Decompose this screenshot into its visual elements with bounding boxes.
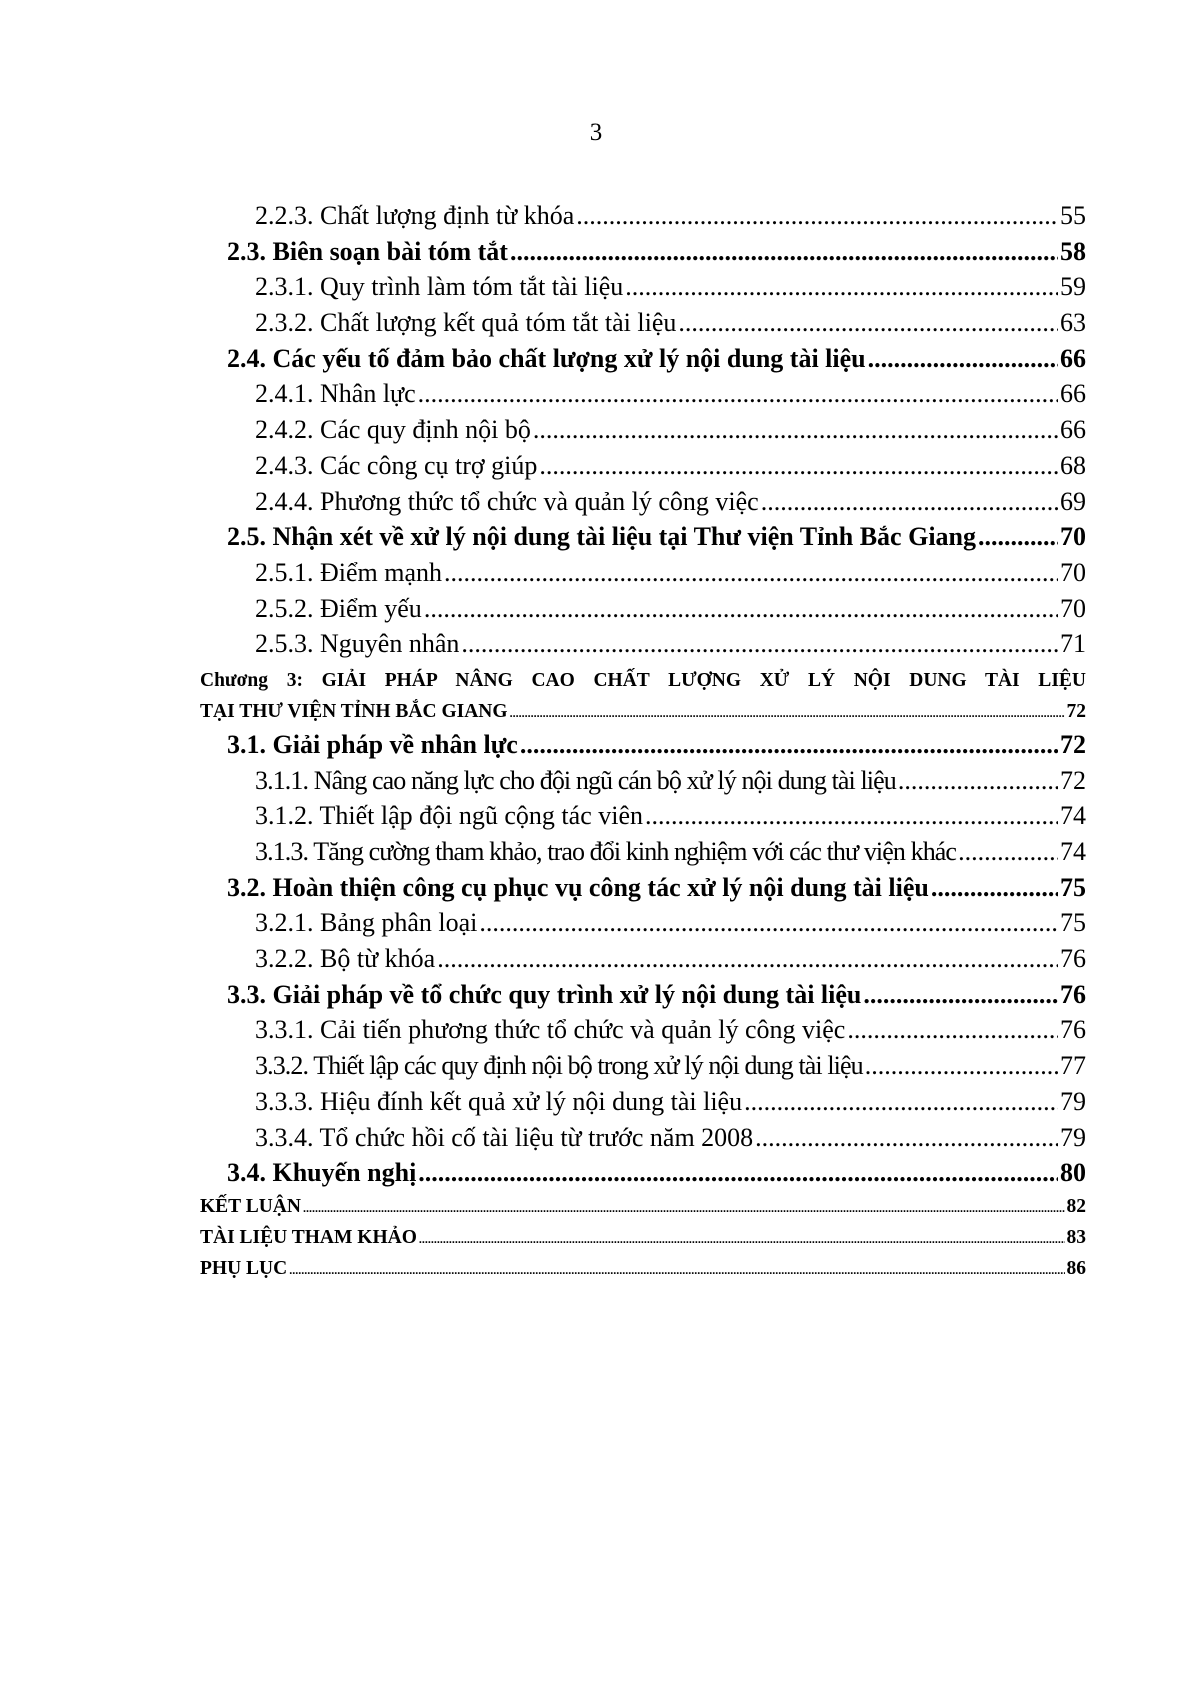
toc-entry-page: 66 xyxy=(1060,415,1086,445)
toc-section-entry[interactable] xyxy=(200,727,1086,763)
toc-entry-title: 3.1. Giải pháp về nhân lực xyxy=(227,729,518,759)
toc-section-chapter-3 xyxy=(200,727,1086,1191)
page-number: 3 xyxy=(589,119,603,146)
toc-entry-title: 2.3. Biên soạn bài tóm tắt xyxy=(227,236,508,266)
toc-subsection-entry[interactable] xyxy=(200,305,1086,341)
toc-dot-leader xyxy=(437,941,1058,977)
toc-dot-leader xyxy=(424,591,1058,627)
toc-dot-leader xyxy=(868,341,1058,377)
toc-section-entry[interactable] xyxy=(200,234,1086,270)
toc-entry-page: 86 xyxy=(1066,1257,1086,1279)
toc-entry-page: 70 xyxy=(1060,522,1086,552)
toc-entry-page: 72 xyxy=(1060,765,1086,795)
toc-entry-page: 68 xyxy=(1060,450,1086,480)
toc-entry-title: 3.1.2. Thiết lập đội ngũ cộng tác viên xyxy=(255,801,643,831)
toc-entry-title: 3.3.1. Cải tiến phương thức tổ chức và quản lý công việc xyxy=(255,1015,846,1045)
toc-chapter-3-heading-continued[interactable] xyxy=(200,696,1086,727)
toc-entry-page: 76 xyxy=(1060,979,1086,1009)
toc-subsection-entry[interactable] xyxy=(200,1120,1086,1156)
toc-dot-leader xyxy=(645,798,1058,834)
toc-dot-leader xyxy=(539,448,1058,484)
toc-entry-page: 79 xyxy=(1060,1122,1086,1152)
toc-dot-leader xyxy=(510,696,1065,729)
toc-entry-page: 72 xyxy=(1066,700,1086,722)
toc-entry-page: 83 xyxy=(1066,1226,1086,1248)
toc-dot-leader xyxy=(958,834,1058,870)
toc-dot-leader xyxy=(444,555,1058,591)
toc-entry-title: 2.4.2. Các quy định nội bộ xyxy=(255,415,531,445)
toc-entry-page: 74 xyxy=(1060,837,1086,866)
toc-entry-page: 69 xyxy=(1060,486,1086,516)
toc-dot-leader xyxy=(931,870,1058,906)
toc-subsection-entry[interactable] xyxy=(200,376,1086,412)
toc-subsection-entry[interactable] xyxy=(200,798,1086,834)
toc-dot-leader xyxy=(978,519,1058,555)
toc-chapter-3-heading[interactable]: Chương 3: GIẢI PHÁP NÂNG CAO CHẤT LƯỢNG XỬ LÝ NỘI DUNG TÀI LIỆU xyxy=(200,669,1086,691)
toc-entry-title: 3.3.2. Thiết lập các quy định nội bộ trong xử lý nội dung tài liệu xyxy=(255,1051,863,1081)
toc-entry-page: 77 xyxy=(1060,1051,1086,1081)
toc-entry-page: 55 xyxy=(1060,201,1086,230)
toc-entry-page: 63 xyxy=(1060,308,1086,338)
toc-subsection-entry[interactable] xyxy=(200,1012,1086,1048)
toc-entry-title: 2.3.2. Chất lượng kết quả tóm tắt tài liệu xyxy=(255,308,677,338)
toc-entry-page: 70 xyxy=(1060,593,1086,623)
toc-entry-title: TẠI THƯ VIỆN TỈNH BẮC GIANG xyxy=(200,700,508,722)
toc-dot-leader xyxy=(419,1222,1065,1255)
toc-dot-leader xyxy=(418,376,1058,412)
toc-back-matter-entry[interactable] xyxy=(200,1191,1086,1222)
toc-entry-page: 80 xyxy=(1060,1158,1086,1188)
toc-entry-page: 66 xyxy=(1060,379,1086,409)
toc-entry-title: TÀI LIỆU THAM KHẢO xyxy=(200,1226,417,1248)
toc-subsection-entry[interactable] xyxy=(200,1048,1086,1084)
toc-subsection-entry[interactable] xyxy=(200,941,1086,977)
toc-entry-title: 2.5.2. Điểm yếu xyxy=(255,593,422,623)
toc-entry-title: KẾT LUẬN xyxy=(200,1195,301,1217)
toc-subsection-entry[interactable] xyxy=(200,484,1086,520)
toc-entry-title: 2.4.3. Các công cụ trợ giúp xyxy=(255,450,538,480)
toc-subsection-entry[interactable] xyxy=(200,626,1086,662)
toc-subsection-entry[interactable] xyxy=(200,412,1086,448)
toc-entry-title: 2.4.1. Nhân lực xyxy=(255,379,416,409)
toc-entry-page: 66 xyxy=(1060,343,1086,373)
toc-entry-title: 3.1.3. Tăng cường tham khảo, trao đổi kinh nghiệm với các thư viện khác xyxy=(255,837,957,866)
toc-entry-title: 2.3.1. Quy trình làm tóm tắt tài liệu xyxy=(255,272,624,302)
toc-dot-leader xyxy=(625,269,1058,305)
toc-dot-leader xyxy=(863,977,1058,1013)
toc-dot-leader xyxy=(755,1120,1058,1156)
toc-entry-title: 3.3. Giải pháp về tổ chức quy trình xử lý nội dung tài liệu xyxy=(227,979,862,1009)
toc-entry-title: PHỤ LỤC xyxy=(200,1257,288,1279)
toc-entry-page: 71 xyxy=(1060,629,1086,659)
toc-dot-leader xyxy=(744,1084,1058,1120)
toc-back-matter-entry[interactable] xyxy=(200,1253,1086,1284)
toc-dot-leader xyxy=(533,412,1058,448)
toc-subsection-entry[interactable] xyxy=(200,905,1086,941)
toc-entry-page: 58 xyxy=(1060,236,1086,266)
toc-entry-page: 72 xyxy=(1060,729,1086,759)
toc-dot-leader xyxy=(865,1048,1058,1084)
toc-dot-leader xyxy=(289,1253,1064,1286)
toc-section-chapter-2 xyxy=(200,198,1086,662)
toc-section-entry[interactable] xyxy=(200,977,1086,1013)
toc-entry-page: 76 xyxy=(1060,1015,1086,1045)
toc-dot-leader xyxy=(576,198,1058,234)
toc-subsection-entry[interactable] xyxy=(200,591,1086,627)
toc-dot-leader xyxy=(847,1012,1058,1048)
toc-subsection-entry[interactable] xyxy=(200,1084,1086,1120)
toc-entry-title: 3.2.2. Bộ từ khóa xyxy=(255,944,436,974)
toc-entry-title: 3.1.1. Nâng cao năng lực cho đội ngũ cán bộ xử lý nội dung tài liệu xyxy=(255,765,896,795)
toc-dot-leader xyxy=(898,763,1058,799)
toc-subsection-entry[interactable] xyxy=(200,763,1086,799)
toc-subsection-entry[interactable] xyxy=(200,269,1086,305)
toc-section-entry[interactable] xyxy=(200,870,1086,906)
toc-subsection-entry[interactable] xyxy=(200,834,1086,870)
toc-entry-page: 75 xyxy=(1060,872,1086,902)
toc-entry-title: 3.4. Khuyến nghị xyxy=(227,1158,417,1188)
toc-section-entry[interactable] xyxy=(200,519,1086,555)
toc-entry-title: 3.2.1. Bảng phân loại xyxy=(255,908,478,938)
toc-entry-title: 2.4. Các yếu tố đảm bảo chất lượng xử lý nội dung tài liệu xyxy=(227,343,866,373)
toc-entry-title: 2.5. Nhận xét về xử lý nội dung tài liệu tại Thư viện Tỉnh Bắc Giang xyxy=(227,522,976,552)
toc-entry-page: 79 xyxy=(1060,1086,1086,1116)
toc-section-back-matter xyxy=(200,1191,1086,1284)
toc-entry-title: 2.4.4. Phương thức tổ chức và quản lý công việc xyxy=(255,486,759,516)
toc-entry-title: 3.3.3. Hiệu đính kết quả xử lý nội dung tài liệu xyxy=(255,1086,743,1116)
toc-entry-title: 2.5.3. Nguyên nhân xyxy=(255,629,460,659)
toc-entry-page: 70 xyxy=(1060,557,1086,587)
toc-entry-page: 75 xyxy=(1060,908,1086,938)
toc-subsection-entry[interactable] xyxy=(200,448,1086,484)
toc-entry-page: 76 xyxy=(1060,944,1086,974)
toc-section-entry[interactable] xyxy=(200,341,1086,377)
toc-dot-leader xyxy=(479,905,1058,941)
toc-entry-title: 3.3.4. Tổ chức hồi cố tài liệu từ trước năm 2008 xyxy=(255,1122,754,1152)
toc-back-matter-entry[interactable] xyxy=(200,1222,1086,1253)
toc-subsection-entry[interactable] xyxy=(200,198,1086,234)
toc-dot-leader xyxy=(303,1191,1065,1224)
toc-entry-page: 74 xyxy=(1060,801,1086,831)
toc-subsection-entry[interactable] xyxy=(200,555,1086,591)
toc-entry-title: 2.2.3. Chất lượng định từ khóa xyxy=(255,201,575,230)
table-of-contents xyxy=(200,198,1086,1284)
toc-dot-leader xyxy=(510,234,1058,270)
toc-dot-leader xyxy=(520,727,1058,763)
toc-entry-title: 2.5.1. Điểm mạnh xyxy=(255,557,443,587)
toc-section-entry[interactable] xyxy=(200,1155,1086,1191)
toc-dot-leader xyxy=(678,305,1058,341)
toc-entry-page: 59 xyxy=(1060,272,1086,302)
toc-entry-page: 82 xyxy=(1066,1195,1086,1217)
toc-entry-title: 3.2. Hoàn thiện công cụ phục vụ công tác xử lý nội dung tài liệu xyxy=(227,872,929,902)
toc-dot-leader xyxy=(461,626,1058,662)
toc-dot-leader xyxy=(418,1155,1058,1191)
toc-dot-leader xyxy=(761,484,1058,520)
